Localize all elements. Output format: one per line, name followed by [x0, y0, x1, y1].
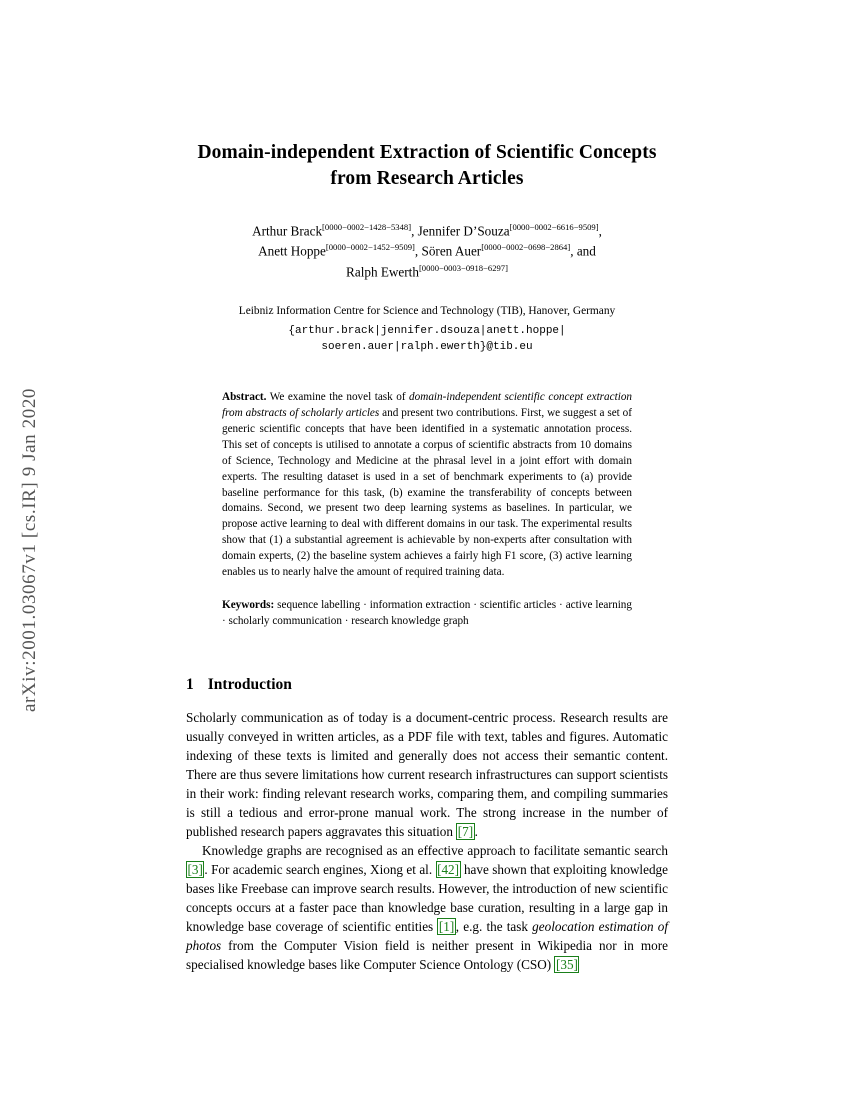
author-name: Arthur Brack	[252, 223, 323, 239]
author-list	[186, 221, 668, 284]
introduction-body	[186, 708, 668, 974]
keywords-text: sequence labelling · information extraction · scientific articles · active learning · scholarly communication · research knowledge graph	[222, 599, 632, 627]
abstract-block	[222, 390, 632, 581]
section-heading-introduction	[186, 676, 668, 694]
email-line-1: {arthur.brack|jennifer.dsouza|anett.hoppe|	[288, 325, 566, 338]
paragraph-2-text-a: Knowledge graphs are recognised as an effective approach to facilitate semantic search	[202, 842, 668, 858]
arxiv-stamp: arXiv:2001.03067v1 [cs.IR] 9 Jan 2020	[19, 387, 40, 713]
abstract-text-1: We examine the novel task of	[266, 391, 410, 404]
author-orcid: [0000−0002−6616−9509]	[509, 221, 599, 232]
paragraph-1-text-b: .	[474, 823, 478, 839]
paragraph-1	[186, 708, 668, 841]
author-separator: ,	[598, 223, 602, 239]
email-line-2: soeren.auer|ralph.ewerth}@tib.eu	[321, 341, 533, 354]
author-separator: ,	[414, 243, 422, 259]
author-orcid: [0000−0002−0698−2864]	[481, 242, 571, 253]
author-separator: ,	[411, 223, 418, 239]
author-name: Sören Auer	[421, 243, 482, 259]
author-orcid: [0000−0002−1452−9509]	[325, 242, 415, 253]
citation-link[interactable]: [1]	[438, 918, 455, 934]
author-separator: , and	[570, 243, 596, 259]
author-orcid: [0000−0003−0918−6297]	[418, 263, 508, 274]
section-title: Introduction	[207, 675, 292, 693]
citation-link[interactable]: [35]	[555, 956, 578, 972]
section-number: 1	[186, 675, 194, 693]
affiliation: Leibniz Information Centre for Science and Technology (TIB), Hanover, Germany	[238, 305, 616, 318]
keywords-label: Keywords:	[222, 599, 275, 612]
paragraph-1-text-a: Scholarly communication as of today is a document-centric process. Research results are usually conveyed in written articles, as a PDF file with text, tables and figures. Automatic indexing of these texts is limited and generally does not access their semantic content. There are thus severe limitations how current research infrastructures can support scientists in their work: finding relevant research works, comparing them, and compiling summaries is still a tedious and error-prone manual work. The strong increase in the number of published research papers aggravates this situation	[186, 709, 668, 839]
author-name: Jennifer D’Souza	[417, 223, 510, 239]
contact-emails	[186, 324, 668, 356]
keywords-block	[222, 598, 632, 630]
title-line-1: Domain-independent Extraction of Scientific Concepts	[197, 142, 657, 163]
page-title	[186, 140, 668, 193]
citation-link[interactable]: [3]	[187, 861, 203, 877]
paragraph-2	[186, 841, 668, 974]
citation-link[interactable]: [7]	[457, 823, 474, 839]
paragraph-2-emphasis: geolocation estimation of photos	[186, 918, 668, 953]
author-name: Anett Hoppe	[258, 243, 326, 259]
author-name: Ralph Ewerth	[346, 264, 419, 280]
abstract-text-2: and present two contributions. First, we suggest a set of generic scientific concepts that have been identified in a systematic annotation process. This set of concepts is utilised to annotate a corpus of scientific abstracts from 10 domains of Science, Technology and Medicine at the phrasal level in a joint effort with domain experts. The resulting dataset is used in a set of benchmark experiments to (a) provide baseline performance for this task, (b) examine the transferability of concepts between domains. Second, we present two deep learning systems as baselines. In particular, we propose active learning to deal with different domains in our task. The experimental results show that (1) a substantial agreement is achievable by non-experts after consultation with domain experts, (2) the baseline system achieves a fairly high F1 score, (3) active learning enables us to nearly halve the amount of required training data.	[222, 407, 633, 579]
abstract-emphasis: domain-independent scientific concept extraction from abstracts of scholarly articles	[222, 391, 633, 420]
citation-link[interactable]: [42]	[437, 861, 460, 877]
paragraph-2-text-d: , e.g. the task	[455, 918, 533, 934]
paragraph-2-text-b: . For academic search engines, Xiong et al.	[204, 861, 436, 877]
paper-content	[186, 140, 668, 974]
title-line-2: from Research Articles	[330, 168, 524, 190]
paragraph-2-text-c: have shown that exploiting knowledge bases like Freebase can improve search results. However, the introduction of new scientific concepts occurs at a faster pace than knowledge base curation, resulting in a large gap in knowledge base coverage of scientific entities	[186, 861, 668, 934]
paragraph-2-text-e: from the Computer Vision field is neither present in Wikipedia nor in more specialised knowledge bases like Computer Science Ontology (CSO)	[186, 937, 668, 972]
abstract-label: Abstract.	[222, 391, 267, 404]
author-orcid: [0000−0002−1428−5348]	[322, 221, 412, 232]
